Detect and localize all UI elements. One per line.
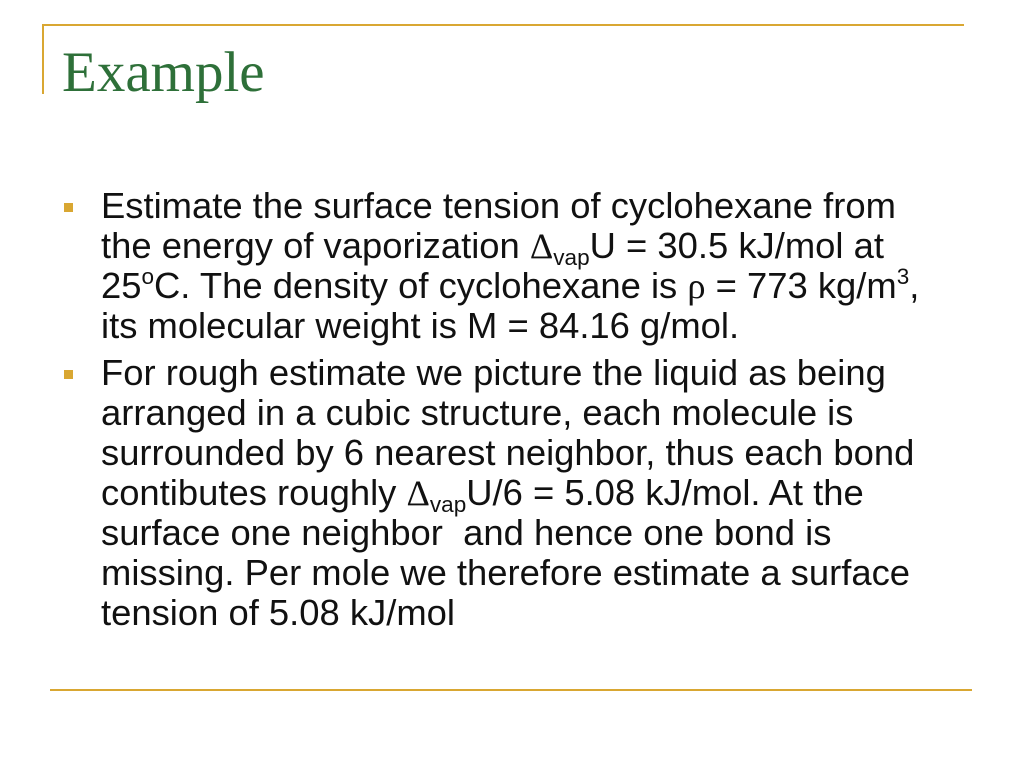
line-text: surrounded by 6 nearest neighbor, thus each bond	[101, 432, 915, 473]
text-line	[101, 433, 919, 473]
text-line	[101, 393, 919, 433]
left-rule	[42, 24, 44, 94]
delta-symbol: Δ	[529, 226, 554, 266]
slide-title: Example	[62, 41, 265, 104]
text-line	[101, 553, 919, 593]
bullet-list	[101, 186, 919, 640]
line-text: = 773 kg/m	[705, 265, 897, 306]
line-text: tension of 5.08 kJ/mol	[101, 592, 455, 633]
top-rule	[42, 24, 964, 26]
line-text: U = 30.5 kJ/mol at	[589, 225, 884, 266]
text-line	[101, 513, 919, 553]
bottom-rule	[50, 689, 972, 691]
bullet-item	[101, 353, 919, 633]
rho-symbol: ρ	[687, 266, 706, 306]
superscript-cubed: 3	[896, 264, 910, 290]
subscript-vap: vap	[429, 492, 467, 518]
line-text: U/6 = 5.08 kJ/mol. At the	[466, 472, 864, 513]
line-text: C. The density of cyclohexane is	[154, 265, 688, 306]
square-bullet-icon	[64, 203, 73, 212]
text-line	[101, 593, 919, 633]
line-text: For rough estimate we picture the liquid as being	[101, 352, 886, 393]
line-text: missing. Per mole we therefore estimate a surface	[101, 552, 911, 593]
line-text: arranged in a cubic structure, each molecule is	[101, 392, 854, 433]
line-text: 25	[101, 265, 142, 306]
line-text: contibutes roughly	[101, 472, 407, 513]
line-text: Estimate the surface tension of cyclohexane from	[101, 185, 896, 226]
line-text: its molecular weight is M = 84.16 g/mol.	[101, 305, 740, 346]
delta-symbol: Δ	[406, 473, 430, 513]
text-line	[101, 306, 919, 346]
subscript-vap: vap	[553, 245, 590, 271]
line-text: the energy of vaporization	[101, 225, 530, 266]
square-bullet-icon	[64, 370, 73, 379]
text-line	[101, 186, 919, 226]
superscript-degree: o	[141, 264, 155, 290]
bullet-item	[101, 186, 919, 346]
text-line	[101, 225, 919, 271]
line-text: surface one neighbor and hence one bond is	[101, 512, 832, 553]
text-line	[101, 353, 919, 393]
text-line	[101, 472, 919, 518]
line-text: ,	[909, 265, 920, 306]
text-line	[101, 266, 919, 306]
